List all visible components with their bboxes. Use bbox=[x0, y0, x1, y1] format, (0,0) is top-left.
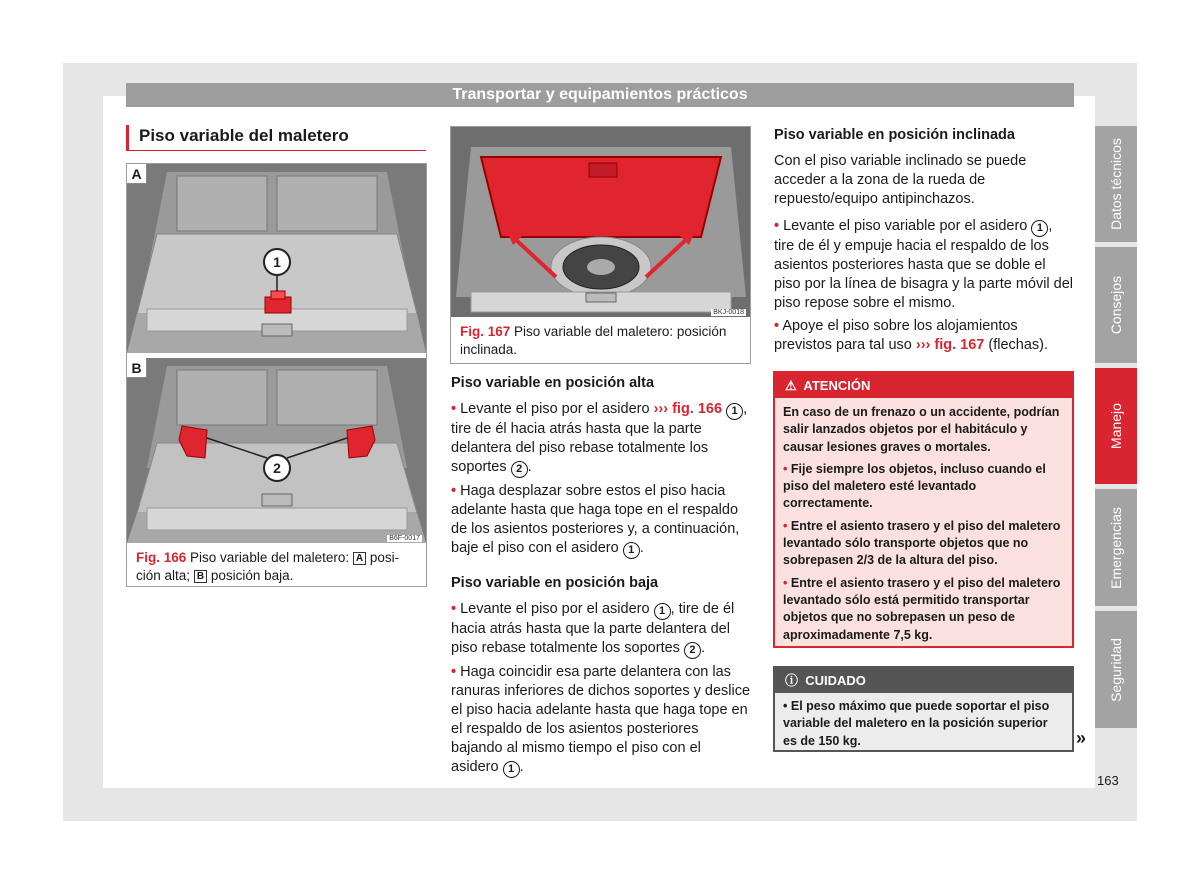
instruction-item: • Haga desplazar sobre estos el piso hacia adelante hasta que haga tope en el respaldo de los asientos posteriores y, a continuación, baje el piso con el asidero 1 . bbox=[451, 482, 751, 559]
section-inclinada bbox=[774, 126, 1074, 359]
marker-ref: 2 bbox=[511, 461, 528, 478]
warning-box bbox=[773, 371, 1074, 648]
figure-link[interactable]: ››› fig. 167 bbox=[915, 337, 985, 353]
chapter-header: Transportar y equipamientos prácticos bbox=[126, 83, 1074, 107]
caution-box bbox=[773, 666, 1074, 752]
continue-arrow-icon: » bbox=[1076, 728, 1087, 748]
instruction-item: • Levante el piso variable por el asidero 1 , tire de él y empuje hacia el respaldo de los asientos posteriores hasta que se doble el piso por la línea de bisagra y la parte móvil del piso repose sobre el mismo. bbox=[774, 218, 1074, 311]
key-a: A bbox=[353, 552, 366, 565]
subsection-heading: Piso variable en posición baja bbox=[451, 575, 659, 591]
page-number: 163 bbox=[1097, 773, 1119, 788]
side-tab-manejo[interactable] bbox=[1095, 368, 1137, 484]
warning-item: • Entre el asiento trasero y el piso del maletero levantado sólo transporte objetos que no sobrepasen 2/3 de la altura del piso. bbox=[783, 518, 1061, 568]
instruction-item: • Levante el piso por el asidero ››› fig. 166 1 , tire de él hacia atrás hasta que la parte delantera del piso rebase totalmente los soportes 2 . bbox=[451, 400, 751, 478]
side-tab-label: Consejos bbox=[1108, 275, 1124, 335]
caption-text: Piso variable del maletero: bbox=[190, 550, 350, 565]
trunk-image-inclined bbox=[451, 127, 750, 317]
marker-1-label: 1 bbox=[273, 254, 281, 270]
panel-letter-a: A bbox=[127, 164, 147, 184]
warning-title: ATENCIÓN bbox=[803, 378, 871, 393]
instruction-item: • Levante el piso por el asidero 1 , tire de él hacia atrás hasta que la parte delantera del piso rebase totalmente los soportes 2 . bbox=[451, 600, 751, 659]
instruction-item: • Apoye el piso sobre los alojamientos previstos para tal uso ››› fig. 167 (flechas). bbox=[774, 318, 1049, 353]
figure-label: Fig. 166 bbox=[136, 550, 187, 565]
warning-body bbox=[775, 398, 1072, 646]
figure-166-caption bbox=[136, 549, 421, 585]
section-title: Piso variable del maletero bbox=[126, 125, 426, 151]
caution-title: CUIDADO bbox=[805, 673, 866, 688]
marker-ref: 1 bbox=[503, 761, 520, 778]
caution-item: • El peso máximo que puede soportar el piso variable del maletero en la posición superior es de 150 kg. bbox=[783, 699, 1050, 748]
figure-link[interactable]: ››› fig. 166 bbox=[653, 401, 723, 417]
side-tab-seguridad[interactable] bbox=[1095, 611, 1137, 728]
subsection-heading: Piso variable en posición alta bbox=[451, 375, 655, 391]
marker-ref: 1 bbox=[654, 603, 671, 620]
figure-166 bbox=[126, 163, 427, 587]
warning-item: • Entre el asiento trasero y el piso del maletero levantado sólo está permitido transportar objetos que no sobrepasen un peso de aproximadamente 7,5 kg. bbox=[783, 575, 1061, 642]
side-tab-emergencias[interactable] bbox=[1095, 489, 1137, 606]
caution-body bbox=[775, 693, 1072, 750]
caution-info-icon: ⓘ bbox=[785, 673, 799, 688]
warning-intro: En caso de un frenazo o un accidente, podrían salir lanzados objetos por el habitáculo y causar lesiones graves o mortales. bbox=[783, 405, 1060, 454]
marker-ref: 1 bbox=[726, 403, 743, 420]
section-alta bbox=[451, 374, 751, 563]
side-tab-label: Emergencias bbox=[1108, 506, 1124, 589]
warning-item: • Fije siempre los objetos, incluso cuando el piso del maletero esté levantado correctamente. bbox=[783, 461, 1046, 511]
figure-167 bbox=[450, 126, 751, 364]
side-tab-label: Seguridad bbox=[1108, 637, 1124, 702]
marker-ref: 1 bbox=[1031, 220, 1048, 237]
figure-167-caption bbox=[460, 323, 745, 359]
caption-text: ción alta; bbox=[136, 568, 191, 583]
caption-text: Piso variable del maletero: posición inclinada. bbox=[460, 324, 727, 357]
trunk-image-high bbox=[127, 164, 426, 353]
intro-paragraph: Con el piso variable inclinado se puede acceder a la zona de la rueda de repuesto/equipo antipinchazos. bbox=[774, 153, 1027, 207]
caution-header bbox=[775, 668, 1072, 693]
side-tab-consejos[interactable] bbox=[1095, 247, 1137, 363]
marker-ref: 2 bbox=[684, 642, 701, 659]
key-b: B bbox=[194, 570, 207, 583]
side-tab-label: Manejo bbox=[1108, 403, 1124, 449]
warning-triangle-icon: ⚠ bbox=[785, 378, 797, 393]
subsection-heading: Piso variable en posición inclinada bbox=[774, 127, 1015, 143]
marker-2-label: 2 bbox=[273, 460, 281, 476]
trunk-image-low bbox=[127, 358, 426, 543]
panel-letter-b: B bbox=[127, 358, 147, 378]
warning-header bbox=[775, 373, 1072, 398]
image-code: BKJ-0018 bbox=[713, 309, 744, 316]
figure-label: Fig. 167 bbox=[460, 324, 511, 339]
side-tab-label: Datos técnicos bbox=[1108, 138, 1124, 230]
caption-text: posición baja. bbox=[210, 568, 294, 583]
caption-text: posi- bbox=[369, 550, 400, 565]
marker-ref: 1 bbox=[623, 542, 640, 559]
section-baja bbox=[451, 574, 751, 782]
instruction-item: • Haga coincidir esa parte delantera con las ranuras inferiores de dichos soportes y deslice el piso hacia adelante hasta que haga tope en el respaldo de los asientos posteriores bajando al mismo tiempo el piso con el asidero 1 . bbox=[451, 663, 751, 778]
image-code: B6F-0017 bbox=[389, 535, 420, 542]
side-tab-datos-tecnicos[interactable] bbox=[1095, 126, 1137, 242]
